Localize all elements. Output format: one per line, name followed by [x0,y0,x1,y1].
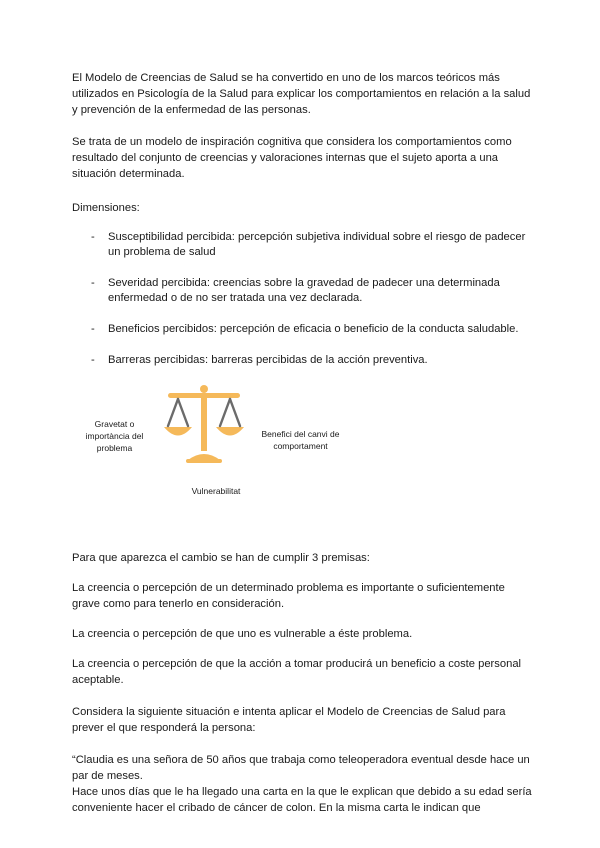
document-page [72,70,532,816]
scale-body [164,385,244,463]
list-item-text: Severidad percibida: creencias sobre la gravedad de padecer una determinada enfermedad o de no ser tratada una vez declarada. [108,277,500,304]
balance-scale-icon [164,384,244,466]
bullet-dash: - [91,323,95,335]
bullet-dash: - [91,354,95,366]
premise-paragraph: La creencia o percepción de que la acción a tomar producirá un beneficio a coste personal aceptable. [72,658,522,686]
balance-figure [72,384,532,534]
list-item-text: Barreras percibidas: barreras percibidas de la acción preventiva. [108,354,428,366]
figure-bottom-label: Vulnerabilitat [191,486,241,496]
dimensions-title: Dimensiones: [72,202,140,214]
list-item [72,276,532,306]
list-item [72,322,532,337]
case-paragraph-1: “Claudia es una señora de 50 años que trabaja como teleoperadora eventual desde hace un par de meses. [72,754,530,782]
dimensions-list [72,230,532,368]
premises-intro: Para que aparezca el cambio se han de cumplir 3 premisas: [72,552,370,564]
list-item [72,230,532,260]
case-paragraph-2: Hace unos días que le ha llegado una carta en la que le explican que debido a su edad sería conveniente hacer el cribado de cáncer de colon. En la misma carta le indican que [72,786,532,814]
bullet-dash: - [91,277,95,289]
figure-left-label: Gravetat o importància del problema [85,419,144,453]
bullet-dash: - [91,231,95,243]
list-item [72,353,532,368]
premise-paragraph: La creencia o percepción de que uno es vulnerable a éste problema. [72,628,413,640]
intro-paragraph: El Modelo de Creencias de Salud se ha convertido en uno de los marcos teóricos más utilizados en Psicología de la Salud para explicar los comportamientos en relación a la salud y prevención de la enfermedad de las personas. [72,72,531,116]
list-item-text: Beneficios percibidos: percepción de eficacia o beneficio de la conducta saludable. [108,323,519,335]
figure-right-label: Benefici del canvi de comportament [261,429,340,451]
description-paragraph: Se trata de un modelo de inspiración cognitiva que considera los comportamientos como resultado del conjunto de creencias y valoraciones internas que el sujeto aporta a una situación determinada. [72,136,512,180]
list-item-text: Susceptibilidad percibida: percepción subjetiva individual sobre el riesgo de padecer un problema de salud [108,231,526,258]
premise-paragraph: La creencia o percepción de un determinado problema es importante o suficientemente grave como para tenerlo en consideración. [72,582,505,610]
exercise-paragraph: Considera la siguiente situación e intenta aplicar el Modelo de Creencias de Salud para prever el que responderá la persona: [72,706,506,734]
